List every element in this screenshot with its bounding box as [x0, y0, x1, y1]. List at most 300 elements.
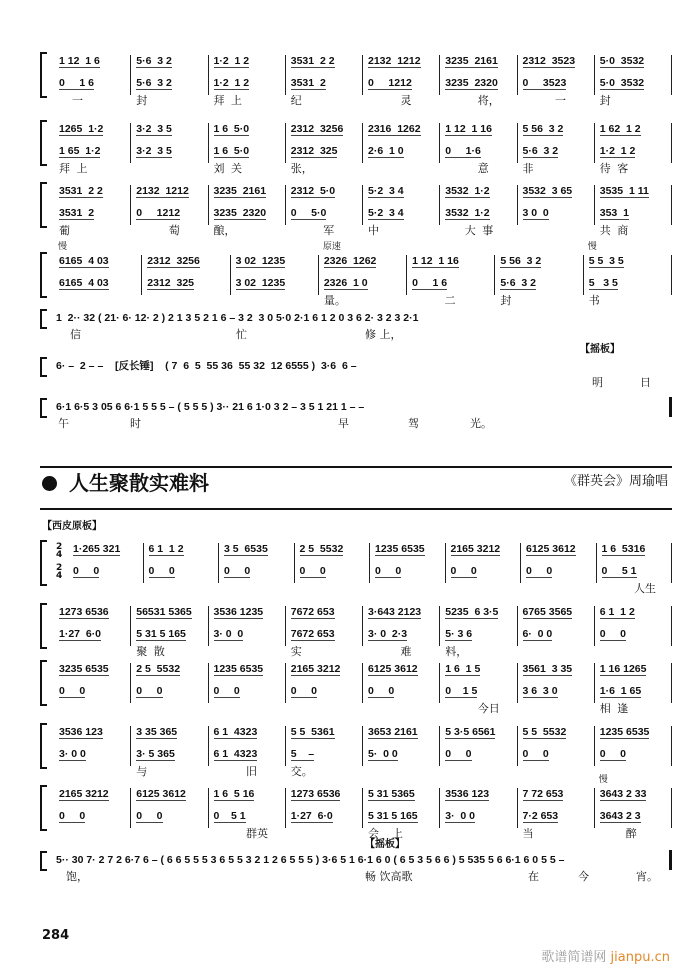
lyric: 一 [522, 94, 566, 107]
melody-line: 2165 3212 [290, 663, 341, 675]
vocal-line: 0 0 [73, 565, 100, 577]
melody-line: 5 56 3 2 [522, 123, 564, 135]
vocal-line: 5·6 3 2 [500, 277, 537, 289]
measure [54, 185, 131, 237]
measure [295, 543, 371, 583]
tempo-mark: 原速 [322, 242, 341, 252]
measure [595, 606, 672, 646]
lyric: 驾 [408, 417, 419, 430]
melody-line: 5·2 3 4 [368, 185, 404, 197]
vocal-line: 0 0 [522, 748, 549, 760]
measure [319, 242, 407, 307]
divider-top [40, 466, 672, 468]
song-subtitle: 《群英会》周瑜唱 [563, 474, 668, 489]
vocal-line: 1·2 1 2 [213, 77, 250, 89]
measure [286, 123, 363, 175]
melody-line: 6 1 1 2 [599, 606, 635, 618]
measure [209, 185, 286, 237]
melody-line: 6765 3565 [522, 606, 573, 618]
melody-line: 3 02 1235 [235, 255, 286, 267]
lyric: 意 [445, 162, 489, 175]
final-barline [669, 850, 672, 870]
melody-line: 3536 1235 [213, 606, 264, 618]
lyric: 群英 [213, 827, 268, 840]
measure [363, 185, 440, 237]
lyric: 明 [592, 376, 603, 389]
lyric: 光。 [470, 417, 492, 430]
vocal-line: 0 0 [299, 565, 326, 577]
lyric: 大 事 [445, 224, 494, 237]
measure [518, 123, 595, 175]
vocal-line: 353 1 [599, 207, 629, 219]
measure [363, 726, 440, 766]
measure [518, 663, 595, 703]
melody-line: 1273 6536 [59, 606, 109, 618]
melody-line: 5 5 3 5 [588, 255, 624, 267]
melody-line: 2 5 5532 [136, 663, 181, 675]
lyric: 早 [338, 417, 349, 430]
measure [144, 543, 220, 583]
measure [363, 123, 440, 163]
melody-line: 3532 1·2 [445, 185, 490, 197]
melody-line: 3·643 2123 [368, 606, 422, 618]
lyric: 交。 [290, 765, 313, 778]
measure [595, 775, 672, 840]
measure [286, 726, 363, 778]
vocal-line: 3235 2320 [213, 207, 267, 219]
vocal-line: 0 1 6 [59, 77, 95, 89]
melody-line: 56531 5365 [136, 606, 192, 618]
vocal-line: 0 0 [136, 685, 163, 697]
vocal-line: 7·2 653 [522, 810, 559, 822]
measure [446, 543, 522, 583]
vocal-line: 0 0 [290, 685, 318, 697]
measure [131, 726, 208, 778]
tempo-mark: 慢 [58, 242, 68, 252]
melody-line: 3·2 3 5 [136, 123, 172, 135]
vocal-line: 3· 0 0 [213, 628, 244, 640]
measure [54, 55, 131, 107]
vocal-line: 0 1 5 [445, 685, 478, 697]
measure [440, 663, 517, 715]
melody-line: 2312 3256 [147, 255, 200, 267]
song-title: 人生聚散实难料 [69, 471, 209, 495]
measure [518, 606, 595, 646]
measure [597, 543, 673, 595]
melody-line: 1 6 5 16 [213, 788, 255, 800]
vocal-line: 0 0 [368, 685, 395, 697]
measure [363, 788, 440, 840]
system-bracket [40, 309, 47, 329]
melody-line: 1·265 321 [73, 543, 121, 555]
final-barline [669, 397, 672, 417]
divider-bottom [40, 508, 672, 510]
vocal-line: 1 6 5·0 [213, 145, 250, 157]
bullet-icon [42, 476, 57, 491]
vocal-line: 5·6 3 2 [522, 145, 559, 157]
system-bracket [40, 660, 47, 706]
system-bracket [40, 52, 47, 98]
measure [518, 788, 595, 840]
lyric: 刘 关 [213, 162, 242, 175]
lyric: 非 [522, 162, 534, 175]
vocal-line: 0 1 6 [412, 277, 448, 289]
lyric: 午 [58, 417, 69, 430]
melody-line: 3536 123 [445, 788, 490, 800]
measures-row [54, 726, 672, 778]
measure [363, 663, 440, 703]
score-system-single [40, 401, 672, 430]
measures-row [54, 606, 672, 658]
measure [495, 255, 583, 307]
measures-row [54, 185, 672, 237]
measure [440, 185, 517, 237]
vocal-line: 0 0 [599, 748, 627, 760]
melody-line: 3531 2 2 [290, 55, 335, 67]
measure [54, 726, 131, 766]
vocal-line: 1·27 6·0 [290, 810, 333, 822]
melody-line: 1 6 5316 [601, 543, 646, 555]
vocal-line: 0 0 [445, 748, 472, 760]
system-bracket [40, 120, 47, 166]
vocal-line: 3· 0 0 [445, 810, 476, 822]
vocal-line: 0 0 [59, 810, 86, 822]
measure [286, 606, 363, 658]
melody-line: 2312 5·0 [290, 185, 336, 197]
measure [209, 726, 286, 778]
vocal-line: 3532 1·2 [445, 207, 490, 219]
vocal-line: 0 5 1 [213, 810, 246, 822]
lyric: 拜 上 [213, 94, 242, 107]
lyric: 封 [500, 294, 512, 307]
lyric: 会 上 [368, 827, 403, 840]
melody-line: 1235 6535 [599, 726, 650, 738]
measure [595, 663, 672, 715]
melody-line: 2312 3523 [522, 55, 576, 67]
score-system [40, 123, 672, 175]
song-title-block [42, 470, 209, 496]
measure [407, 255, 495, 307]
vocal-line: 1·6 1 65 [599, 685, 642, 697]
lyric: 葡 [59, 224, 70, 237]
melody-line: 5235 6 3·5 [445, 606, 499, 618]
melody-line: 3532 3 65 [522, 185, 573, 197]
vocal-line: 6· 0 0 [522, 628, 553, 640]
lyric: 拜 上 [59, 162, 88, 175]
measure [131, 55, 208, 107]
lyric: 待 客 [599, 162, 629, 175]
measure [54, 788, 131, 828]
melody-line: 1273 6536 [290, 788, 341, 800]
lyric: 醉 [599, 827, 637, 840]
lyric: 与 [136, 765, 148, 778]
lyric: 时 [130, 417, 141, 430]
score-system [40, 726, 672, 778]
measure [286, 788, 363, 828]
vocal-line: 5· 0 0 [368, 748, 398, 760]
melody-line: 1265 1·2 [59, 123, 104, 135]
system-bracket [40, 785, 47, 831]
tempo-section-label: 【摇板】 [580, 344, 620, 355]
measure [440, 55, 517, 107]
melody-line: 5 56 3 2 [500, 255, 542, 267]
measure [209, 123, 286, 175]
melody-line: 7672 653 [290, 606, 335, 618]
system-bracket [40, 851, 47, 871]
measures-row [54, 663, 672, 715]
melody-line: 1 6 1 5 [445, 663, 481, 675]
measure [363, 606, 440, 658]
melody-line: 3235 2161 [445, 55, 498, 67]
melody-line: 6 1 4323 [213, 726, 258, 738]
vocal-line: 2·6 1 0 [368, 145, 404, 157]
vocal-line: 2326 1 0 [323, 277, 368, 289]
melody-line: 6125 3612 [526, 543, 576, 555]
melody-line: 1 16 1265 [599, 663, 647, 675]
measure [131, 606, 208, 658]
measures-row [54, 775, 672, 840]
melody-line: 1 12 1 6 [59, 55, 100, 67]
melody-line: 1 2·· 32 ( 21· 6· 12· 2 ) 2 1 3 5 2 1 6 – 3 2 3 0 5·0 2·1 6 1 2 0 3 6 2· 3 2 3 2·1 [56, 312, 419, 324]
measure [440, 123, 517, 175]
vocal-line: 5 – [290, 748, 315, 760]
measure [518, 726, 595, 766]
lyric: 封 [599, 94, 611, 107]
vocal-line: 0 0 [450, 565, 477, 577]
vocal-line: 1·2 1 2 [599, 145, 636, 157]
vocal-line: 0 1·6 [445, 145, 481, 157]
lyric: 忙 [236, 328, 247, 341]
melody-line: 5 5 5361 [290, 726, 335, 738]
vocal-line: 5 31 5 165 [136, 628, 186, 640]
vocal-line: 0 0 [148, 565, 175, 577]
vocal-line: 0 0 [59, 685, 86, 697]
system-bracket [40, 540, 47, 586]
lyric: 二 [412, 294, 456, 307]
time-sig-den: 4 [56, 571, 63, 581]
measures-row [54, 242, 672, 307]
measure [54, 663, 131, 703]
measure [209, 663, 286, 703]
measure [595, 726, 672, 766]
lyric: 中 [368, 224, 379, 237]
melody-line: 6125 3612 [136, 788, 186, 800]
vocal-line: 5 31 5 165 [368, 810, 418, 822]
melody-line: 6· – 2 – – [反长锤] ( 7 6 5 55 36 55 32 12 6555 ) 3·6 6 – [56, 360, 357, 372]
vocal-line: 3· 5 365 [136, 748, 175, 760]
measure [54, 606, 131, 646]
melody-line: 5 31 5365 [368, 788, 415, 800]
measure [209, 606, 286, 646]
measure [440, 606, 517, 658]
vocal-line: 0 0 [599, 628, 627, 640]
score-system [40, 242, 672, 307]
vocal-line: 6165 4 03 [59, 277, 109, 289]
vocal-line: 0 1212 [368, 77, 412, 89]
melody-line: 6 1 1 2 [148, 543, 184, 555]
lyric: 一 [59, 94, 83, 107]
measure [518, 55, 595, 107]
vocal-line: 0 3523 [522, 77, 567, 89]
vocal-line: 0 5·0 [290, 207, 327, 219]
system-bracket [40, 603, 47, 649]
measure [363, 55, 440, 107]
vocal-line: 3643 2 3 [599, 810, 641, 822]
melody-line: 5 3·5 6561 [445, 726, 496, 738]
lyric: 旧 [213, 765, 257, 778]
measures-row [54, 55, 672, 107]
lyric: 酿， [213, 224, 236, 237]
vocal-line: 5·6 3 2 [136, 77, 172, 89]
watermark-en: jianpu.cn [610, 950, 670, 965]
vocal-line: 5·2 3 4 [368, 207, 404, 219]
lyric: 相 逢 [599, 702, 629, 715]
system-bracket [40, 398, 47, 418]
lyric: 在 [528, 870, 539, 883]
melody-line: 2312 3256 [290, 123, 344, 135]
measures-row [54, 123, 672, 175]
measure [219, 543, 295, 583]
melody-line: 6165 4 03 [59, 255, 109, 267]
lyric: 料， [445, 645, 468, 658]
melody-line: 2132 1212 [368, 55, 421, 67]
lyric: 军 [290, 224, 335, 237]
vocal-line: 5·0 3532 [599, 77, 645, 89]
lyric: 实 [290, 645, 302, 658]
system-bracket [40, 252, 47, 298]
vocal-line: 2312 325 [290, 145, 338, 157]
vocal-line: 3 02 1235 [235, 277, 286, 289]
lyric: 聚 散 [136, 645, 165, 658]
melody-line: 7 72 653 [522, 788, 564, 800]
vocal-line: 0 0 [136, 810, 163, 822]
time-signature [56, 564, 62, 580]
melody-line: 2 5 5532 [299, 543, 344, 555]
lyric: 今日 [445, 702, 500, 715]
score-system [40, 606, 672, 658]
watermark-cn: 歌谱简谱网 [541, 950, 607, 965]
lyric: 书 [588, 294, 600, 307]
time-sig-den: 4 [56, 550, 63, 560]
melody-line: 3643 2 33 [599, 788, 647, 800]
melody-line: 1 62 1 2 [599, 123, 641, 135]
tempo-mark: 慢 [587, 242, 597, 252]
measure [54, 242, 142, 295]
measure [286, 663, 363, 703]
section-label: 【西皮原板】 [42, 521, 102, 532]
melody-line: 1 12 1 16 [445, 123, 492, 135]
melody-line: 1235 6535 [375, 543, 425, 555]
vocal-line: 6 1 4323 [213, 748, 258, 760]
vocal-line: 3 0 0 [522, 207, 549, 219]
score-system [40, 542, 672, 595]
melody-line: 3536 123 [59, 726, 103, 738]
melody-line: 6·1 6·5 3 05 6 6·1 5 5 5 – ( 5 5 5 ) 3·· 21 6 1·0 3 2 – 3 5 1 21 1 – – [56, 401, 365, 413]
score-system [40, 185, 672, 237]
lyric: 共 商 [599, 224, 629, 237]
lyric: 当 [522, 827, 534, 840]
lyric: 量。 [323, 294, 346, 307]
score-system [40, 775, 672, 840]
melody-line: 3235 6535 [59, 663, 109, 675]
melody-line: 1 12 1 16 [412, 255, 459, 267]
lyric: 难 [368, 645, 412, 658]
melody-line: 3535 1 11 [599, 185, 649, 197]
measure [231, 255, 319, 295]
watermark [541, 950, 670, 966]
measure [584, 242, 672, 307]
melody-line: 5·0 3532 [599, 55, 645, 67]
vocal-line: 0 1212 [136, 207, 181, 219]
time-signature [56, 543, 62, 559]
vocal-line: 3·2 3 5 [136, 145, 172, 157]
lyric: 萄 [136, 224, 180, 237]
vocal-line: 3531 2 [290, 77, 326, 89]
melody-line: 1 6 5·0 [213, 123, 250, 135]
score-system-single [40, 312, 672, 341]
vocal-line: 3· 0 2·3 [368, 628, 408, 640]
measure [142, 255, 230, 295]
measure [209, 55, 286, 107]
score-system-single [40, 360, 672, 389]
melody-line: 2132 1212 [136, 185, 189, 197]
lyric: 封 [136, 94, 148, 107]
measure [68, 543, 144, 583]
melody-line: 3531 2 2 [59, 185, 103, 197]
melody-line: 2165 3212 [59, 788, 109, 800]
measure [518, 185, 595, 225]
measure [521, 543, 597, 583]
system-bracket [40, 357, 47, 377]
page-number: 284 [42, 928, 70, 943]
vocal-line: 1·27 6·0 [59, 628, 102, 640]
vocal-line: 3 6 3 0 [522, 685, 558, 697]
measure [370, 543, 446, 583]
score-system-single [40, 854, 672, 883]
measure [209, 788, 286, 840]
lyric: 日 [640, 376, 651, 389]
system-bracket [40, 182, 47, 228]
vocal-line: 5· 3 6 [445, 628, 473, 640]
lyric: 人生 [601, 582, 656, 595]
measure [286, 185, 363, 237]
lyric: 饱， [66, 870, 88, 883]
melody-line: 3 35 365 [136, 726, 178, 738]
vocal-line: 0 0 [526, 565, 553, 577]
time-sig-num: 2 [56, 542, 63, 552]
lyric: 畅 饮高歌 [365, 870, 413, 883]
vocal-line: 0 0 [224, 565, 251, 577]
measure [54, 123, 131, 175]
measure [440, 726, 517, 766]
vocal-line: 3235 2320 [445, 77, 498, 89]
melody-line: 5·· 30 7· 2 7 2 6·7 6 – ( 6 6 5 5 5 3 6 5 5 3 2 1 2 6 5 5 5 ) 3·6 5 1 6·1 6 0 ( 6 5 3 5 6 6 ) 5 535 5 6 6·1 6 0 5 5 – [56, 854, 565, 866]
lyric: 将， [445, 94, 500, 107]
melody-line: 6125 3612 [368, 663, 418, 675]
melody-line: 2165 3212 [450, 543, 501, 555]
measure [595, 55, 672, 107]
lyric: 宵。 [636, 870, 658, 883]
lyric: 修 上， [365, 328, 402, 341]
measure [595, 185, 672, 237]
lyric: 信 [70, 328, 81, 341]
time-sig-num: 2 [56, 563, 63, 573]
tempo-mark: 慢 [598, 775, 608, 785]
vocal-line: 3· 0 0 [59, 748, 86, 760]
vocal-line: 0 0 [375, 565, 402, 577]
melody-line: 3235 2161 [213, 185, 267, 197]
measure [286, 55, 363, 107]
